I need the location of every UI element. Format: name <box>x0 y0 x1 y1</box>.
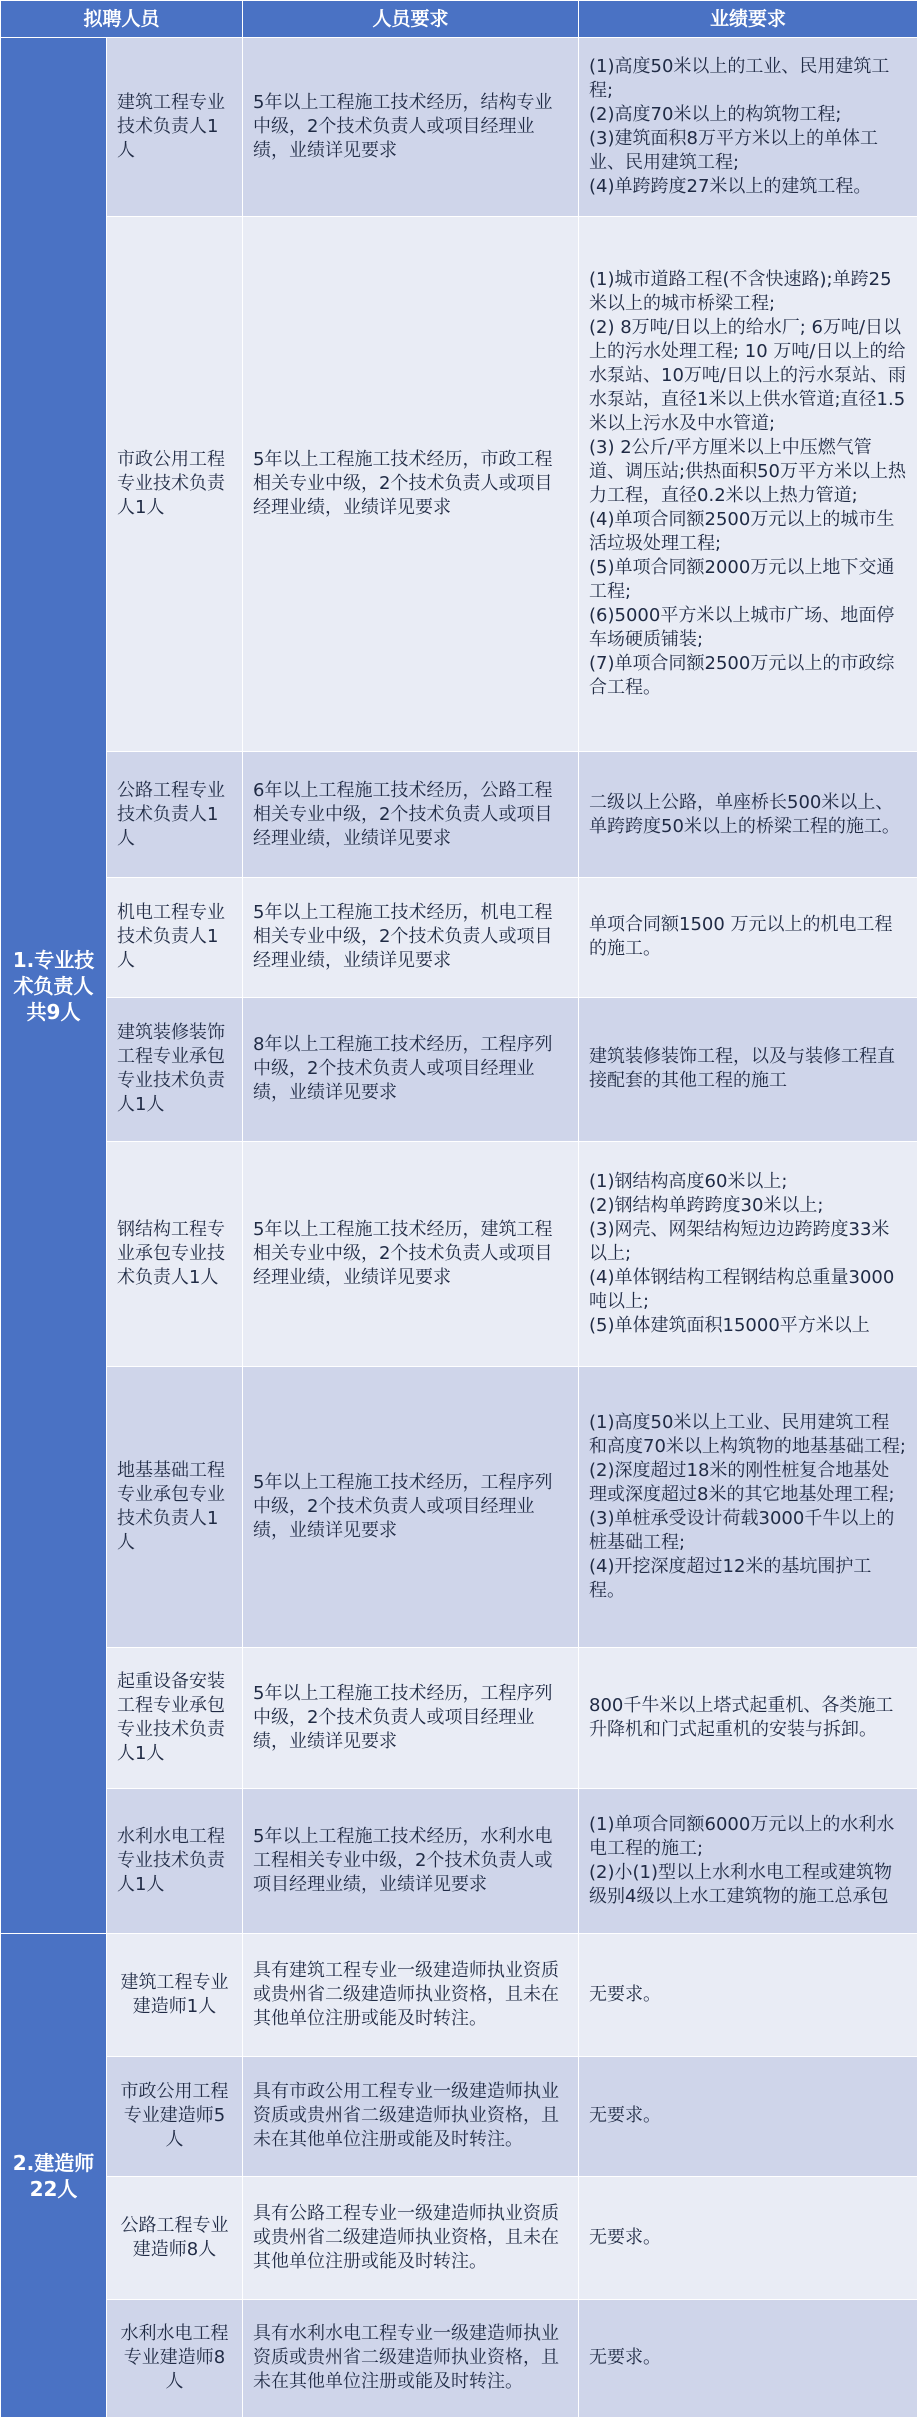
performance-cell <box>579 877 917 997</box>
requirement-cell: 5年以上工程施工技术经历，水利水电工程相关专业中级，2个技术负责人或项目经理业绩，业绩详见要求 <box>243 1788 579 1933</box>
position-cell: 水利水电工程专业建造师8人 <box>107 2299 243 2418</box>
table-row <box>1 1648 917 1788</box>
table-row <box>1 1934 917 2056</box>
position-cell: 市政公用工程专业建造师5人 <box>107 2056 243 2176</box>
requirement-cell: 5年以上工程施工技术经历，结构专业中级，2个技术负责人或项目经理业绩，业绩详见要求 <box>243 38 579 217</box>
header-position: 拟聘人员 <box>1 1 243 38</box>
performance-cell <box>579 38 917 217</box>
table-row <box>1 752 917 877</box>
position-cell: 市政公用工程专业技术负责人1人 <box>107 216 243 752</box>
requirement-cell: 5年以上工程施工技术经历，工程序列中级，2个技术负责人或项目经理业绩，业绩详见要求 <box>243 1367 579 1648</box>
performance-item: (1)高度50米以上的工业、民用建筑工程; <box>589 55 890 101</box>
requirement-cell: 5年以上工程施工技术经历，市政工程相关专业中级，2个技术负责人或项目经理业绩，业绩详见要求 <box>243 216 579 752</box>
performance-item: (2)深度超过18米的刚性桩复合地基处理或深度超过8米的其它地基处理工程; <box>589 1460 895 1506</box>
performance-item: (2)小(1)型以上水利水电工程或建筑物级别4级以上水工建筑物的施工总承包 <box>589 1862 893 1908</box>
header-performance: 业绩要求 <box>579 1 917 38</box>
table-row <box>1 1788 917 1933</box>
table-row <box>1 998 917 1141</box>
performance-item: (5)单体建筑面积15000平方米以上 <box>589 1315 870 1337</box>
table-row <box>1 216 917 752</box>
performance-item: (5)单项合同额2000万元以上地下交通工程; <box>589 556 895 602</box>
table-row <box>1 2056 917 2176</box>
performance-item: (3) 2公斤/平方厘米以上中压燃气管道、调压站;供热面积50万平方米以上热力工程，直径0.2米以上热力管道; <box>589 436 906 506</box>
performance-item: (2)钢结构单跨跨度30米以上; <box>589 1195 824 1217</box>
position-cell: 建筑工程专业建造师1人 <box>107 1934 243 2056</box>
requirement-cell: 5年以上工程施工技术经历，工程序列中级，2个技术负责人或项目经理业绩，业绩详见要求 <box>243 1648 579 1788</box>
performance-cell <box>579 1788 917 1933</box>
performance-item: (1)钢结构高度60米以上; <box>589 1171 788 1193</box>
performance-item: (4)开挖深度超过12米的基坑围护工程。 <box>589 1556 872 1602</box>
performance-cell <box>579 2299 917 2418</box>
table-header-row <box>1 1 917 38</box>
requirement-cell: 5年以上工程施工技术经历，建筑工程相关专业中级，2个技术负责人或项目经理业绩，业绩详见要求 <box>243 1141 579 1367</box>
performance-item: 建筑装修装饰工程，以及与装修工程直接配套的其他工程的施工 <box>589 1046 896 1092</box>
performance-item: (1)单项合同额6000万元以上的水利水电工程的施工; <box>589 1814 895 1860</box>
performance-item: (4)单体钢结构工程钢结构总重量3000吨以上; <box>589 1267 895 1313</box>
position-cell: 建筑工程专业技术负责人1人 <box>107 38 243 217</box>
requirement-cell: 具有建筑工程专业一级建造师执业资质或贵州省二级建造师执业资格，且未在其他单位注册或能及时转注。 <box>243 1934 579 2056</box>
position-cell: 公路工程专业建造师8人 <box>107 2177 243 2299</box>
performance-item: 二级以上公路，单座桥长500米以上、单跨跨度50米以上的桥梁工程的施工。 <box>589 791 900 837</box>
performance-item: 无要求。 <box>589 2226 662 2248</box>
table-row <box>1 1367 917 1648</box>
performance-item: (2)高度70米以上的构筑物工程; <box>589 103 842 125</box>
performance-item: (3)建筑面积8万平方米以上的单体工业、民用建筑工程; <box>589 127 878 173</box>
performance-item: (4)单跨跨度27米以上的建筑工程。 <box>589 175 872 197</box>
table-row <box>1 877 917 997</box>
header-requirements: 人员要求 <box>243 1 579 38</box>
performance-item: 单项合同额1500 万元以上的机电工程的施工。 <box>589 914 893 960</box>
requirement-cell: 5年以上工程施工技术经历，机电工程相关专业中级，2个技术负责人或项目经理业绩，业绩详见要求 <box>243 877 579 997</box>
performance-cell <box>579 1141 917 1367</box>
position-cell: 机电工程专业技术负责人1人 <box>107 877 243 997</box>
table-row <box>1 2177 917 2299</box>
performance-item: (6)5000平方米以上城市广场、地面停车场硬质铺装; <box>589 604 895 650</box>
performance-item: (1)城市道路工程(不含快速路);单跨25米以上的城市桥梁工程; <box>589 268 892 314</box>
position-cell: 公路工程专业技术负责人1人 <box>107 752 243 877</box>
table-row <box>1 1141 917 1367</box>
category-tech-leads: 1.专业技术负责人共9人 <box>1 38 107 1934</box>
performance-item: (3)网壳、网架结构短边边跨跨度33米以上; <box>589 1219 890 1265</box>
position-cell: 建筑装修装饰工程专业承包专业技术负责人1人 <box>107 998 243 1141</box>
performance-item: 无要求。 <box>589 2105 662 2127</box>
requirement-cell: 具有市政公用工程专业一级建造师执业资质或贵州省二级建造师执业资格，且未在其他单位注册或能及时转注。 <box>243 2056 579 2176</box>
requirement-cell: 6年以上工程施工技术经历，公路工程相关专业中级，2个技术负责人或项目经理业绩，业绩详见要求 <box>243 752 579 877</box>
performance-cell <box>579 2056 917 2176</box>
position-cell: 地基基础工程专业承包专业技术负责人1人 <box>107 1367 243 1648</box>
position-cell: 起重设备安装工程专业承包专业技术负责人1人 <box>107 1648 243 1788</box>
performance-cell <box>579 1367 917 1648</box>
requirement-cell: 具有水利水电工程专业一级建造师执业资质或贵州省二级建造师执业资格，且未在其他单位注册或能及时转注。 <box>243 2299 579 2418</box>
performance-cell <box>579 1648 917 1788</box>
requirement-cell: 具有公路工程专业一级建造师执业资质或贵州省二级建造师执业资格，且未在其他单位注册或能及时转注。 <box>243 2177 579 2299</box>
performance-item: 800千牛米以上塔式起重机、各类施工升降机和门式起重机的安装与拆卸。 <box>589 1695 894 1741</box>
position-cell: 水利水电工程专业技术负责人1人 <box>107 1788 243 1933</box>
table-row <box>1 38 917 217</box>
category-builders: 2.建造师22人 <box>1 1934 107 2418</box>
performance-item: 无要求。 <box>589 2347 662 2369</box>
requirement-cell: 8年以上工程施工技术经历，工程序列中级，2个技术负责人或项目经理业绩，业绩详见要求 <box>243 998 579 1141</box>
performance-cell <box>579 752 917 877</box>
performance-cell <box>579 2177 917 2299</box>
performance-item: (4)单项合同额2500万元以上的城市生活垃圾处理工程; <box>589 508 895 554</box>
position-cell: 钢结构工程专业承包专业技术负责人1人 <box>107 1141 243 1367</box>
performance-item: 无要求。 <box>589 1984 662 2005</box>
performance-item: (2) 8万吨/日以上的给水厂; 6万吨/日以上的污水处理工程; 10 万吨/日以上的给水泵站、10万吨/日以上的污水泵站、雨水泵站，直径1米以上供水管道;直径1.5米以上污水及中水管道; <box>589 316 906 434</box>
table-row <box>1 2299 917 2418</box>
performance-item: (3)单桩承受设计荷载3000千牛以上的桩基础工程; <box>589 1508 895 1554</box>
performance-item: (1)高度50米以上工业、民用建筑工程和高度70米以上构筑物的地基基础工程; <box>589 1412 906 1458</box>
performance-cell <box>579 998 917 1141</box>
performance-cell <box>579 1934 917 2056</box>
performance-item: (7)单项合同额2500万元以上的市政综合工程。 <box>589 652 895 698</box>
performance-cell <box>579 216 917 752</box>
